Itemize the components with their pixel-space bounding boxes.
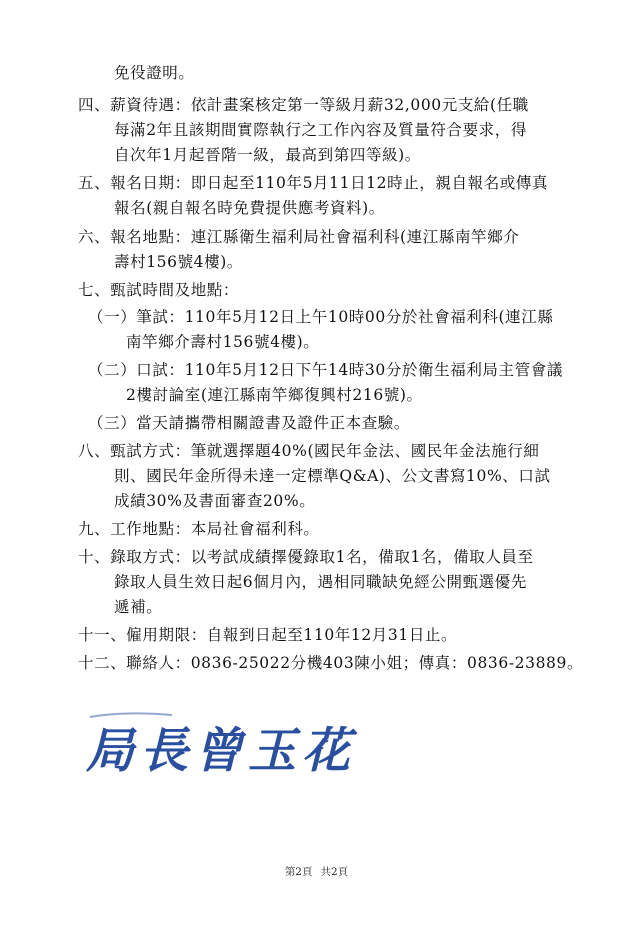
text-line: 十二、聯絡人：0836-25022分機403陳小姐；傳真：0836-23889。	[78, 654, 584, 672]
text-line: 八、甄試方式：筆就選擇題40%(國民年金法、國民年金法施行細	[78, 442, 540, 460]
text-line: 每滿2年且該期間實際執行之工作內容及質量符合要求，得	[114, 121, 527, 139]
signature-text: 局長曾玉花	[86, 723, 357, 779]
text-line: 報名(親自報名時免費提供應考資料)。	[114, 199, 385, 217]
text-line: 十一、僱用期限：自報到日起至110年12月31日止。	[78, 626, 458, 644]
text-line: （二）口試：110年5月12日下午14時30分於衛生福利局主管會議	[88, 361, 563, 379]
text-line: 免役證明。	[114, 64, 195, 82]
text-line: （三）當天請攜帶相關證書及證件正本查驗。	[88, 414, 411, 432]
page-footer	[0, 864, 633, 879]
text-line: （一）筆試：110年5月12日上午10時00分於社會福利科(連江縣	[88, 308, 554, 326]
text-line: 六、報名地點：連江縣衛生福利局社會福利科(連江縣南竿鄉介	[78, 228, 520, 246]
page-number: 第2頁	[284, 866, 313, 878]
text-line: 錄取人員生效日起6個月內，遇相同職缺免經公開甄選優先	[114, 573, 527, 591]
text-line: 成績30%及書面審查20%。	[114, 492, 316, 510]
text-line: 南竿鄉介壽村156號4樓)。	[126, 333, 320, 351]
text-line: 2樓討論室(連江縣南竿鄉復興村216號)。	[126, 386, 423, 404]
signature-stamp	[82, 705, 412, 800]
text-line: 十、錄取方式：以考試成績擇優錄取1名，備取1名，備取人員至	[78, 548, 534, 566]
text-line: 則、國民年金所得未達一定標準Q&A)、公文書寫10%、口試	[114, 467, 551, 485]
signature-graphic	[82, 705, 412, 800]
text-line: 九、工作地點：本局社會福利科。	[78, 520, 320, 538]
text-line: 遞補。	[114, 598, 163, 616]
text-line: 自次年1月起晉階一級，最高到第四等級)。	[114, 146, 421, 164]
text-line: 七、甄試時間及地點：	[78, 281, 240, 299]
text-line: 五、報名日期：即日起至110年5月11日12時止，親自報名或傳真	[78, 174, 549, 192]
text-line: 四、薪資待遇：依計畫案核定第一等級月薪32,000元支給(任職	[78, 96, 529, 114]
page-total: 共2頁	[320, 866, 349, 878]
text-line: 壽村156號4樓)。	[114, 253, 243, 271]
